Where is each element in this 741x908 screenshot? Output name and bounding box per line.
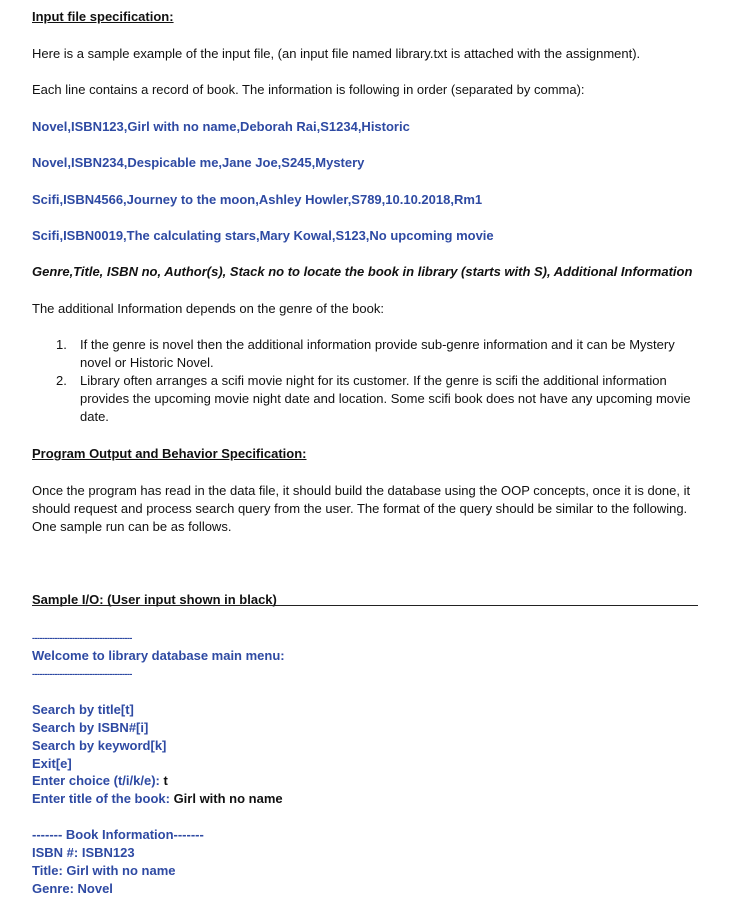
list-item-number: 2. — [56, 373, 67, 388]
console-menu-item-exit: Exit[e] — [32, 756, 72, 771]
console-choice-input: t — [163, 773, 168, 788]
list-item-text: If the genre is novel then the additional information provide sub-genre information and it can be Mystery novel or Historic Novel. — [80, 337, 675, 370]
list-item — [32, 336, 697, 372]
record-line-4: Scifi,ISBN0019,The calculating stars,Mary Kowal,S123,No upcoming movie — [32, 228, 494, 243]
format-line: Genre,Title, ISBN no, Author(s), Stack no to locate the book in library (starts with S), Additional Information — [32, 264, 693, 279]
intro-paragraph-1: Here is a sample example of the input file, (an input file named library.txt is attached with the assignment). — [32, 46, 641, 61]
list-item-number: 1. — [56, 337, 67, 352]
console-menu-item-keyword: Search by keyword[k] — [32, 738, 167, 753]
console-menu-item-isbn: Search by ISBN#[i] — [32, 720, 149, 735]
console-title-prompt: Enter title of the book: — [32, 791, 174, 806]
additional-info-intro: The additional Information depends on the genre of the book: — [32, 301, 384, 316]
list-item — [32, 372, 697, 426]
console-dash-line-bottom: ---------------------------------------- — [32, 669, 132, 679]
genre-rules-list — [32, 336, 697, 426]
console-book-info-header: ------- Book Information------- — [32, 827, 204, 842]
record-line-1: Novel,ISBN123,Girl with no name,Deborah Rai,S1234,Historic — [32, 119, 410, 134]
console-menu-item-title: Search by title[t] — [32, 702, 134, 717]
heading-sample-io: Sample I/O: (User input shown in black) — [32, 592, 277, 607]
console-genre-line: Genre: Novel — [32, 881, 113, 896]
record-line-3: Scifi,ISBN4566,Journey to the moon,Ashley Howler,S789,10.10.2018,Rm1 — [32, 192, 483, 207]
console-title-line — [32, 790, 283, 807]
output-paragraph: Once the program has read in the data file, it should build the database using the OOP concepts, once it is done, it should request and process search query from the user. The format of the query should be similar to the following. One sample run can be as follows. — [32, 483, 691, 534]
console-title-input: Girl with no name — [173, 791, 283, 806]
console-title-result-line: Title: Girl with no name — [32, 863, 176, 878]
heading-output-spec: Program Output and Behavior Specification: — [32, 446, 307, 461]
record-line-2: Novel,ISBN234,Despicable me,Jane Joe,S245,Mystery — [32, 155, 365, 170]
heading-input-spec: Input file specification: — [32, 9, 174, 24]
console-dash-line-top: ---------------------------------------- — [32, 633, 132, 643]
console-welcome: Welcome to library database main menu: — [32, 648, 285, 663]
list-item-text: Library often arranges a scifi movie night for its customer. If the genre is scifi the additional information provides the upcoming movie night date and location. Some scifi book does not have any upcoming movie date. — [80, 373, 691, 424]
console-choice-prompt: Enter choice (t/i/k/e): — [32, 773, 164, 788]
intro-paragraph-2: Each line contains a record of book. The information is following in order (separated by comma): — [32, 82, 585, 97]
section-divider — [32, 605, 698, 606]
console-isbn-line: ISBN #: ISBN123 — [32, 845, 135, 860]
console-choice-line — [32, 772, 168, 789]
